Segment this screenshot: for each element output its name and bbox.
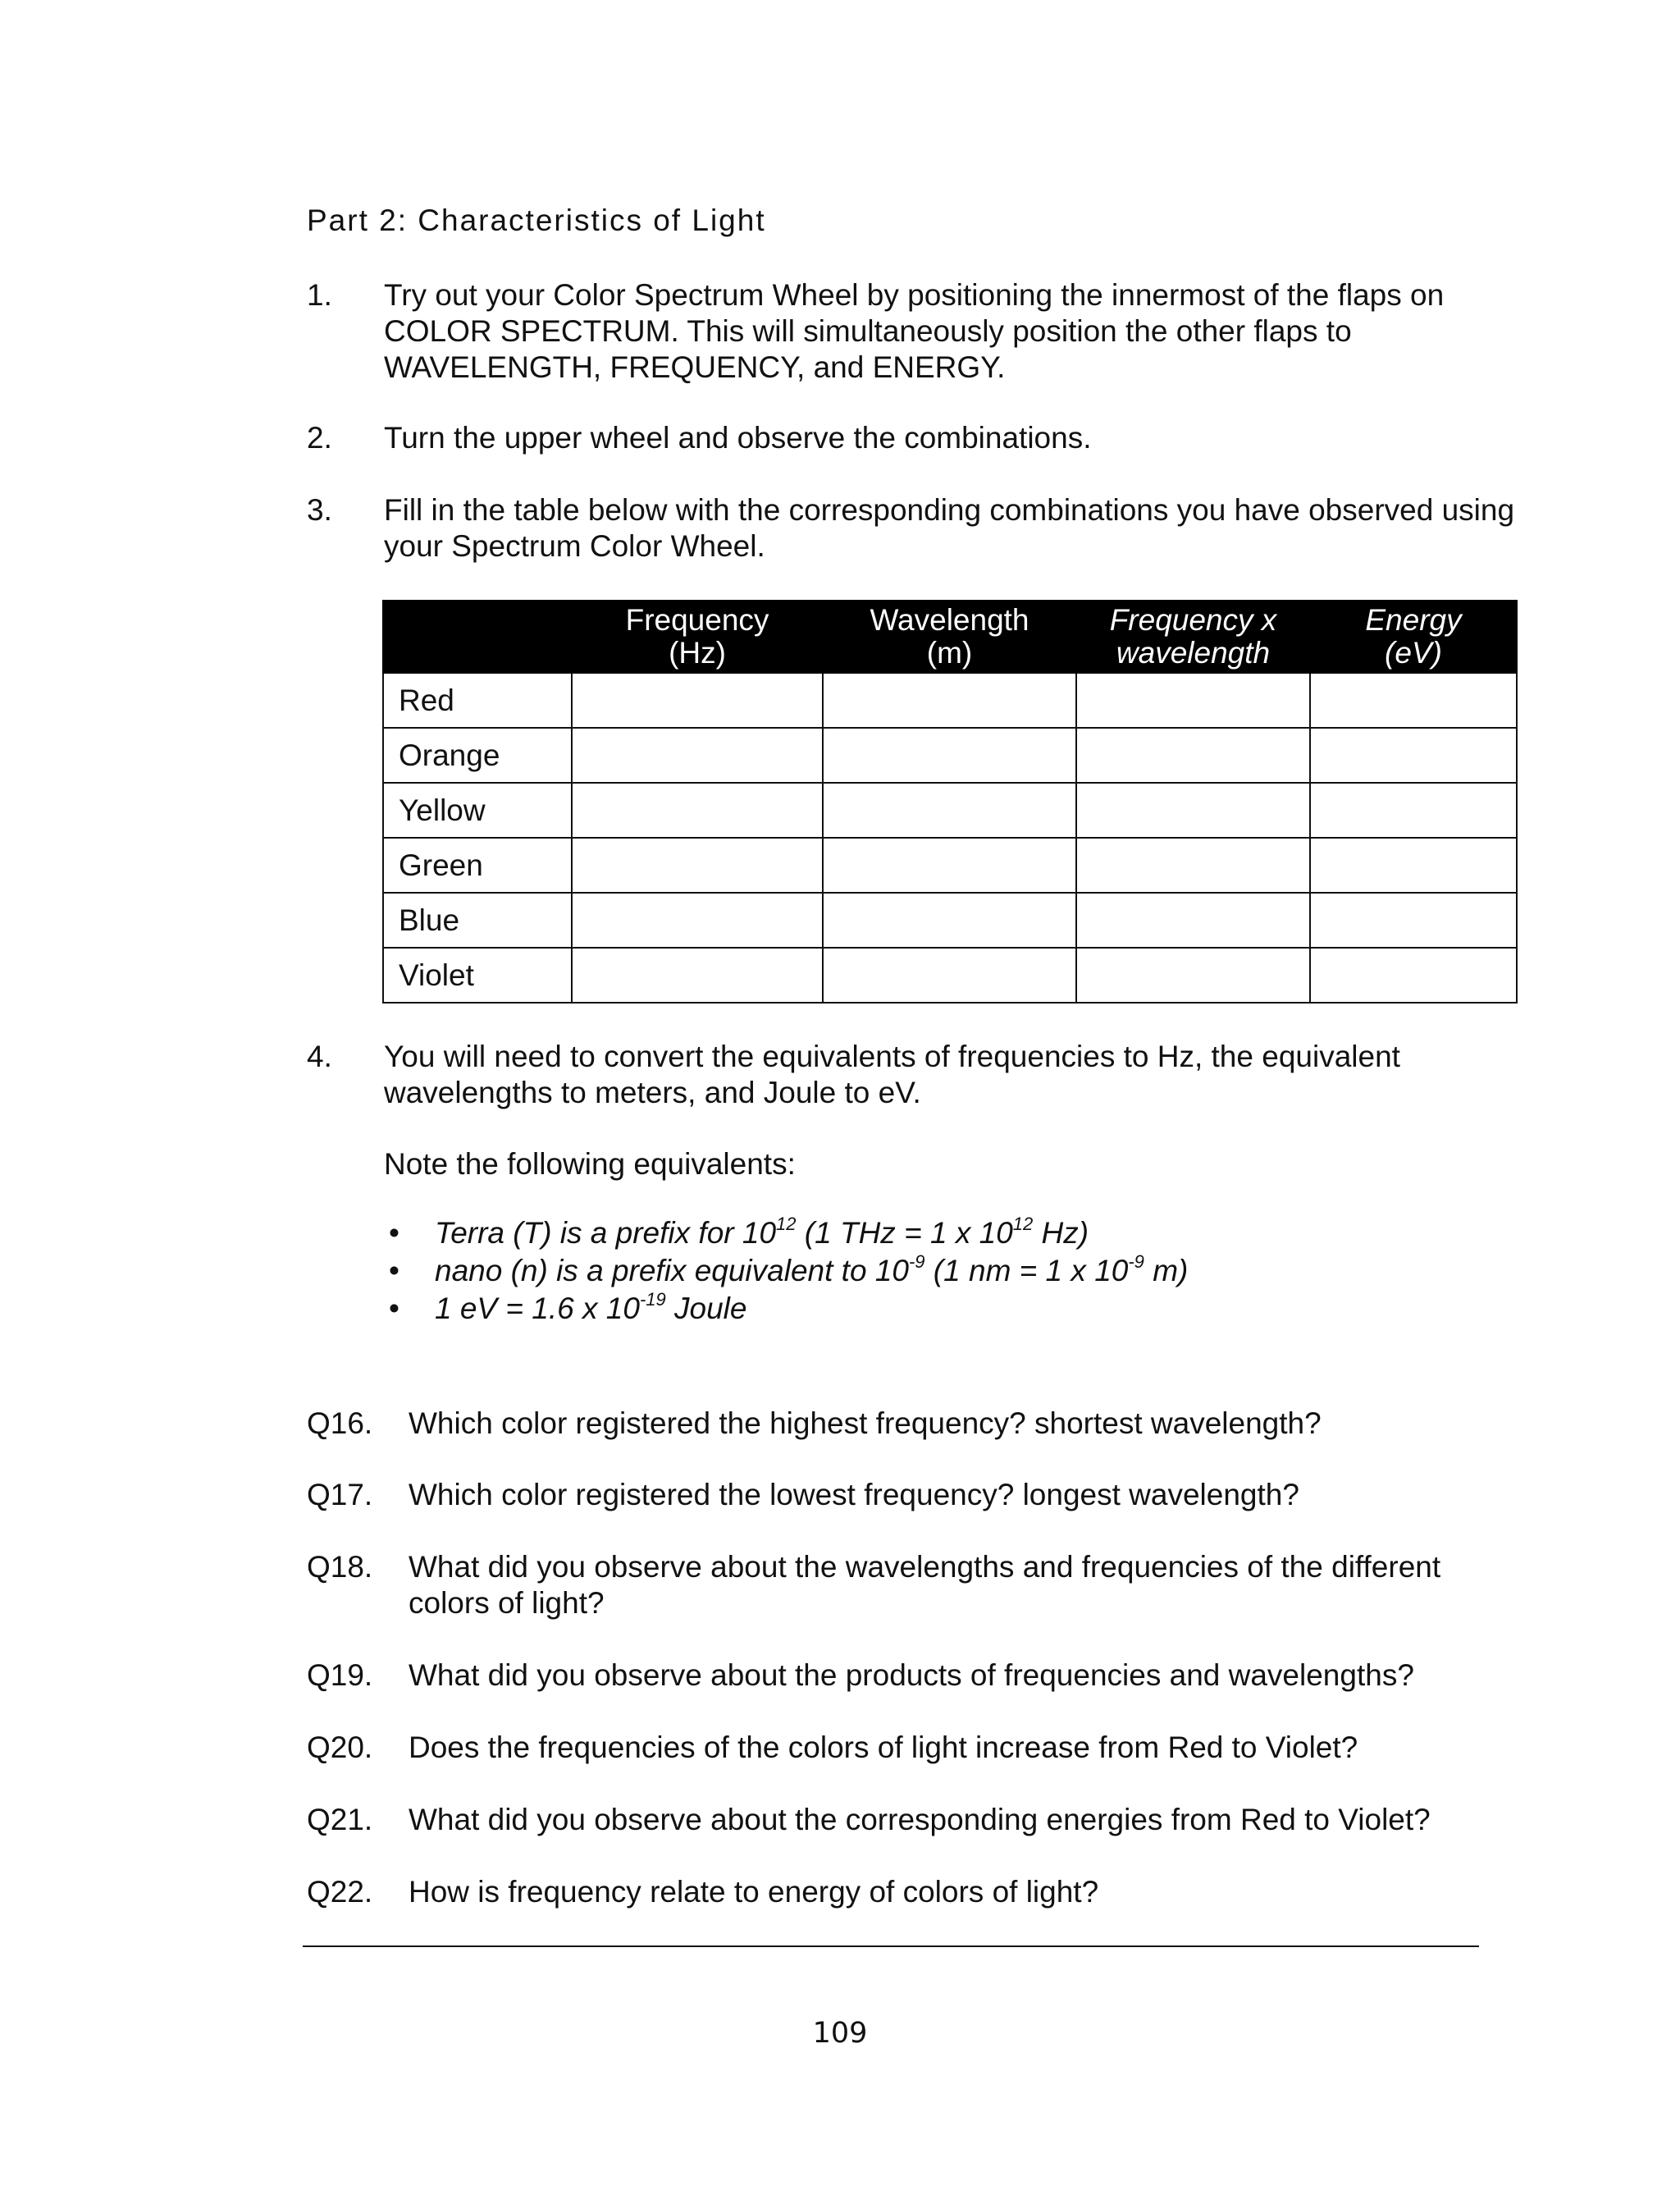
question-number: Q17.: [307, 1478, 373, 1511]
header-frequency-x-wavelength: Frequency x wavelength: [1076, 601, 1310, 673]
step-number: 2.: [307, 421, 332, 455]
step-1: [307, 277, 1521, 386]
question-number: Q19.: [307, 1658, 373, 1692]
question-text: Which color registered the highest frequency? shortest wavelength?: [409, 1406, 1322, 1440]
question-text: What did you observe about the products of frequencies and wavelengths?: [409, 1658, 1414, 1692]
color-name: Blue: [383, 893, 572, 948]
frequency-cell[interactable]: [572, 673, 823, 728]
product-cell[interactable]: [1076, 673, 1310, 728]
question-q18: [307, 1549, 1521, 1621]
product-cell[interactable]: [1076, 838, 1310, 893]
energy-cell[interactable]: [1310, 838, 1517, 893]
energy-cell[interactable]: [1310, 948, 1517, 1003]
step-text: Turn the upper wheel and observe the combinations.: [384, 421, 1092, 455]
question-q21: [307, 1802, 1521, 1838]
question-text: What did you observe about the wavelengths and frequencies of the different colors of light?: [409, 1550, 1441, 1620]
energy-cell[interactable]: [1310, 673, 1517, 728]
energy-cell[interactable]: [1310, 783, 1517, 838]
question-number: Q16.: [307, 1406, 373, 1440]
question-text: Which color registered the lowest frequency? longest wavelength?: [409, 1478, 1299, 1511]
color-name: Green: [383, 838, 572, 893]
wavelength-cell[interactable]: [823, 728, 1076, 783]
wavelength-cell[interactable]: [823, 948, 1076, 1003]
step-number: 4.: [307, 1040, 332, 1073]
question-number: Q18.: [307, 1550, 373, 1584]
equivalents-note: Note the following equivalents:: [384, 1147, 796, 1181]
question-number: Q20.: [307, 1731, 373, 1764]
frequency-cell[interactable]: [572, 948, 823, 1003]
header-wavelength: Wavelength (m): [823, 601, 1076, 673]
list-item: • Terra (T) is a prefix for $10^{12}$ (1 THz = 1 x $10^{12}$ Hz): [384, 1214, 1188, 1252]
table-row: [383, 728, 1517, 783]
list-item: • 1 eV = 1.6 x $10^{-19}$ Joule: [384, 1290, 1188, 1328]
question-text: How is frequency relate to energy of colors of light?: [409, 1875, 1099, 1909]
step-4: [307, 1039, 1521, 1111]
step-3: [307, 492, 1521, 565]
page-title: Part 2: Characteristics of Light: [307, 203, 766, 237]
question-q20: [307, 1730, 1521, 1766]
energy-cell[interactable]: [1310, 728, 1517, 783]
frequency-cell[interactable]: [572, 893, 823, 948]
energy-cell[interactable]: [1310, 893, 1517, 948]
header-frequency: Frequency (Hz): [572, 601, 823, 673]
question-q19: [307, 1657, 1521, 1694]
product-cell[interactable]: [1076, 948, 1310, 1003]
question-text: What did you observe about the corresponding energies from Red to Violet?: [409, 1803, 1431, 1836]
product-cell[interactable]: [1076, 783, 1310, 838]
color-name: Yellow: [383, 783, 572, 838]
question-number: Q21.: [307, 1803, 373, 1836]
question-q22: [307, 1874, 1521, 1910]
page-number: 109: [812, 2017, 868, 2050]
frequency-cell[interactable]: [572, 728, 823, 783]
step-2: [307, 420, 1521, 456]
color-spectrum-table: [382, 600, 1518, 1004]
header-blank: [383, 601, 572, 673]
question-q17: [307, 1477, 1521, 1513]
table-row: [383, 838, 1517, 893]
table-row: [383, 783, 1517, 838]
table-row: [383, 893, 1517, 948]
color-name: Red: [383, 673, 572, 728]
footer-divider: [303, 1945, 1479, 1947]
list-item: • nano (n) is a prefix equivalent to $10^{-9}$ (1 nm = 1 x $10^{-9}$ m): [384, 1252, 1188, 1290]
wavelength-cell[interactable]: [823, 838, 1076, 893]
wavelength-cell[interactable]: [823, 893, 1076, 948]
color-name: Orange: [383, 728, 572, 783]
table-row: [383, 948, 1517, 1003]
equivalents-list: [384, 1214, 1188, 1328]
wavelength-cell[interactable]: [823, 673, 1076, 728]
color-name: Violet: [383, 948, 572, 1003]
step-text: You will need to convert the equivalents of frequencies to Hz, the equivalent wavelengths to meters, and Joule to eV.: [384, 1040, 1400, 1109]
frequency-cell[interactable]: [572, 838, 823, 893]
bullet-icon: •: [389, 1216, 399, 1250]
bullet-icon: •: [389, 1292, 399, 1325]
product-cell[interactable]: [1076, 893, 1310, 948]
question-text: Does the frequencies of the colors of light increase from Red to Violet?: [409, 1731, 1358, 1764]
wavelength-cell[interactable]: [823, 783, 1076, 838]
table-row: [383, 673, 1517, 728]
frequency-cell[interactable]: [572, 783, 823, 838]
question-q16: [307, 1406, 1521, 1442]
header-energy: Energy (eV): [1310, 601, 1517, 673]
step-number: 1.: [307, 278, 332, 312]
step-number: 3.: [307, 493, 332, 527]
step-text: Fill in the table below with the corresponding combinations you have observed using your Spectrum Color Wheel.: [384, 493, 1515, 563]
step-text: Try out your Color Spectrum Wheel by positioning the innermost of the flaps on COLOR SPECTRUM. This will simultaneously position the other flaps to WAVELENGTH, FREQUENCY, and ENERGY.: [384, 278, 1445, 384]
bullet-icon: •: [389, 1254, 399, 1287]
product-cell[interactable]: [1076, 728, 1310, 783]
table-header-row: [383, 601, 1517, 673]
question-number: Q22.: [307, 1875, 373, 1909]
